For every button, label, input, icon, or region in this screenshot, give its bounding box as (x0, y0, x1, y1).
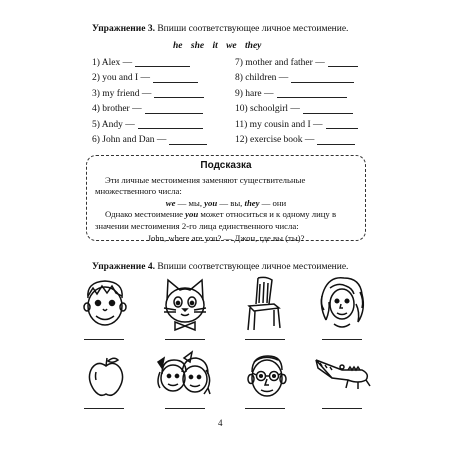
boy-face-picture (80, 276, 130, 331)
pronoun-you: you (204, 197, 218, 208)
answer-blank[interactable] (153, 74, 198, 83)
exercise-3-items (92, 55, 368, 148)
woman-face-icon (316, 274, 368, 332)
item-text: 3) my friend — (92, 88, 152, 99)
hint-example: John, where are you? — Джон, где вы (ты)? (147, 232, 305, 243)
answer-blank[interactable] (154, 89, 204, 98)
page-number: 4 (218, 418, 223, 428)
two-girls-picture (154, 348, 214, 400)
answer-blank[interactable] (303, 105, 353, 114)
item-cell (235, 120, 368, 130)
item-cell (235, 135, 368, 145)
item-cell (235, 89, 368, 99)
answer-blank[interactable] (169, 136, 207, 145)
item-cell (92, 89, 235, 99)
answer-line[interactable] (84, 339, 124, 340)
pronoun-they: they (244, 197, 260, 208)
translation-you: — вы, (217, 197, 245, 208)
crocodile-icon (312, 356, 372, 392)
answer-blank[interactable] (317, 136, 355, 145)
item-cell (92, 73, 235, 83)
hint-title: Подсказка (200, 160, 252, 171)
exercise-3-instruction: Впиши соответствующее личное местоимение. (157, 24, 349, 34)
item-row (92, 117, 368, 133)
answer-blank[interactable] (326, 120, 358, 129)
answer-blank[interactable] (145, 105, 203, 114)
item-text: 9) hare — (235, 88, 274, 99)
item-text: 10) schoolgirl — (235, 104, 300, 115)
item-cell (92, 135, 235, 145)
item-text: 2) you and I — (92, 73, 151, 84)
item-row (92, 133, 368, 149)
answer-blank[interactable] (135, 58, 190, 67)
item-row (92, 102, 368, 118)
hint-text: Однако местоимение (105, 209, 186, 220)
item-row (92, 71, 368, 87)
answer-line[interactable] (322, 339, 362, 340)
cat-face-picture (160, 276, 210, 332)
item-row (92, 55, 368, 71)
item-text: 5) Andy — (92, 119, 135, 130)
chair-picture (244, 274, 284, 332)
exercise-4-instruction: Впиши соответствующее личное местоимение. (157, 262, 349, 272)
hint-paragraph-2 (95, 209, 357, 232)
item-row (92, 86, 368, 102)
pronoun-list: he she it we they (173, 41, 262, 51)
answer-line[interactable] (165, 408, 205, 409)
translation-they: — они (259, 197, 287, 208)
hint-formula (95, 198, 357, 210)
answer-blank[interactable] (328, 58, 358, 67)
pronoun-we: we (165, 197, 176, 208)
chair-icon (244, 274, 284, 332)
answer-line[interactable] (165, 339, 205, 340)
apple-picture (86, 356, 126, 398)
item-text: 12) exercise book — (235, 135, 315, 146)
exercise-3-title (92, 24, 348, 34)
cat-face-icon (160, 276, 210, 332)
hint-text: может относиться и к одному лицу в значении местоимения 2-го лица единственного числа: (95, 209, 337, 231)
answer-blank[interactable] (138, 120, 203, 129)
answer-line[interactable] (84, 408, 124, 409)
hint-paragraph-1: Эти личные местоимения заменяют существительные множественного числа: (95, 174, 306, 197)
answer-blank[interactable] (277, 89, 347, 98)
item-text: 7) mother and father — (235, 57, 325, 68)
item-text: 11) my cousin and I — (235, 119, 323, 130)
grandfather-face-icon (244, 352, 290, 402)
item-cell (235, 58, 368, 68)
item-text: 6) John and Dan — (92, 135, 167, 146)
item-text: 8) children — (235, 73, 289, 84)
boy-face-icon (80, 276, 130, 331)
answer-blank[interactable] (291, 74, 354, 83)
item-text: 4) brother — (92, 104, 142, 115)
item-cell (92, 104, 235, 114)
translation-we: — мы, (175, 197, 205, 208)
apple-icon (86, 356, 126, 398)
woman-face-picture (316, 274, 368, 332)
two-girls-icon (154, 348, 214, 400)
answer-line[interactable] (245, 408, 285, 409)
item-cell (92, 58, 235, 68)
crocodile-picture (312, 356, 372, 392)
exercise-4-label: Упражнение 4. (92, 262, 155, 272)
exercise-3-label: Упражнение 3. (92, 24, 155, 34)
item-cell (92, 120, 235, 130)
answer-line[interactable] (245, 339, 285, 340)
hint-box (86, 155, 366, 241)
grandfather-face-picture (244, 352, 290, 402)
item-cell (235, 104, 368, 114)
item-cell (235, 73, 368, 83)
answer-line[interactable] (322, 408, 362, 409)
item-text: 1) Alex — (92, 57, 133, 68)
exercise-4-title (92, 262, 348, 272)
pronoun-you: you (185, 209, 199, 220)
